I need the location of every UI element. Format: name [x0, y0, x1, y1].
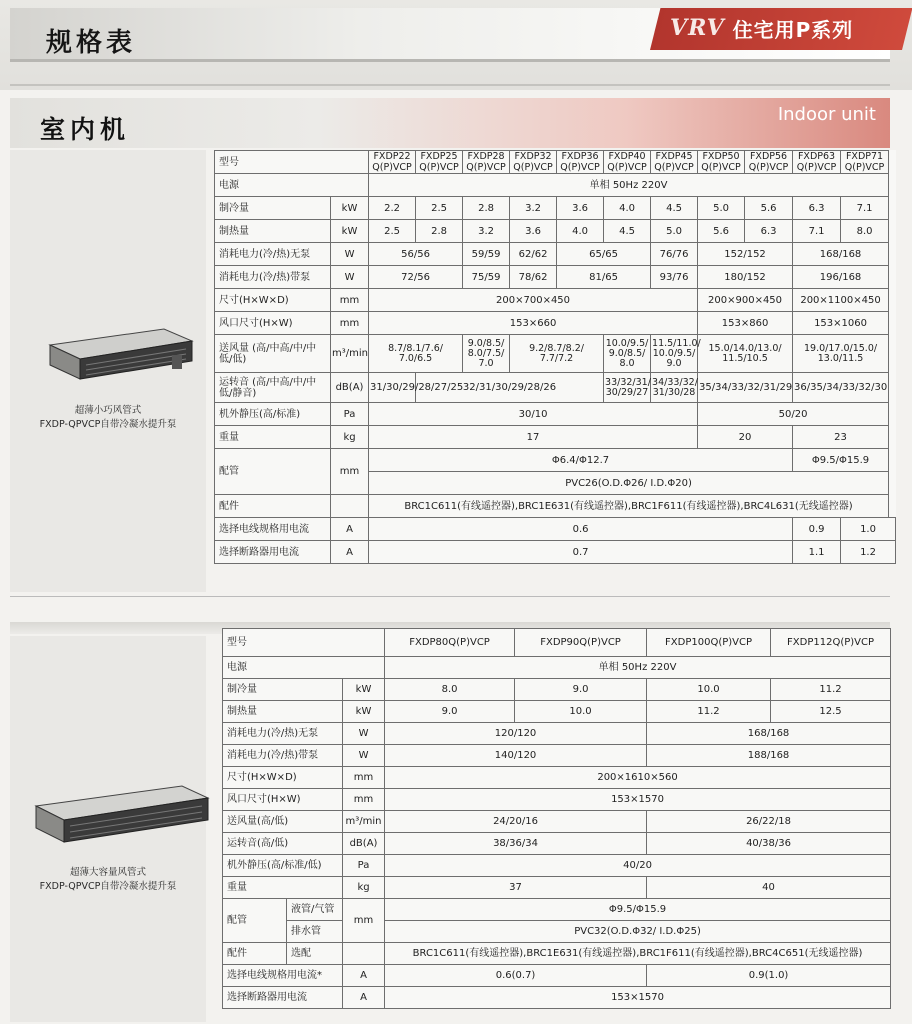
table-cell: FXDP63 Q(P)VCP — [793, 151, 841, 174]
table-cell: 40 — [647, 877, 891, 899]
table-cell: 180/152 — [698, 266, 793, 289]
vrv-logo: VRV — [670, 15, 725, 41]
row-label: 配管 — [223, 899, 287, 943]
table-row — [223, 723, 891, 745]
table-cell: 3.2 — [510, 197, 557, 220]
table-row — [215, 151, 896, 174]
table-row — [223, 811, 891, 833]
table-cell: PVC26(O.D.Φ26/ I.D.Φ20) — [369, 472, 889, 495]
table-cell: 19.0/17.0/15.0/ 13.0/11.5 — [793, 335, 889, 373]
table-cell: FXDP25 Q(P)VCP — [416, 151, 463, 174]
product-caption-2 — [10, 866, 206, 894]
row-label: 电源 — [223, 657, 385, 679]
table-row — [223, 701, 891, 723]
table-cell: kW — [331, 220, 369, 243]
table-row — [223, 657, 891, 679]
row-label: 送风量(高/低) — [223, 811, 343, 833]
table-row — [215, 335, 896, 373]
series-name: 住宅用P系列 — [732, 17, 854, 42]
table-row — [223, 767, 891, 789]
table-cell: 188/168 — [647, 745, 891, 767]
row-label: 配管 — [215, 449, 331, 495]
table-cell: 15.0/14.0/13.0/ 11.5/10.5 — [698, 335, 793, 373]
table-cell: FXDP71 Q(P)VCP — [841, 151, 889, 174]
table-cell: m³/min — [343, 811, 385, 833]
product-panel-1 — [10, 150, 206, 592]
table-cell: 8.0 — [841, 220, 889, 243]
table-cell: W — [331, 266, 369, 289]
table-cell: mm — [331, 449, 369, 495]
table-row — [223, 745, 891, 767]
row-label: 选择电线规格用电流* — [223, 965, 343, 987]
row-label: 制热量 — [223, 701, 343, 723]
table-cell: 200×1100×450 — [793, 289, 889, 312]
table-cell: 12.5 — [771, 701, 891, 723]
table-cell: 168/168 — [793, 243, 889, 266]
table-cell — [331, 495, 369, 518]
table-cell: 5.0 — [698, 197, 745, 220]
duct-unit-image — [32, 782, 212, 848]
table-cell: mm — [343, 767, 385, 789]
table-cell: FXDP112Q(P)VCP — [771, 629, 891, 657]
table-cell: 选配 — [287, 943, 343, 965]
table-cell: FXDP90Q(P)VCP — [515, 629, 647, 657]
table-cell: mm — [331, 289, 369, 312]
table-row — [223, 877, 891, 899]
table-cell: 3.6 — [510, 220, 557, 243]
table-cell: Pa — [343, 855, 385, 877]
row-label: 风口尺寸(H×W) — [215, 312, 331, 335]
table-cell: 30/10 — [369, 403, 698, 426]
row-label: 型号 — [223, 629, 385, 657]
table-cell: FXDP45 Q(P)VCP — [651, 151, 698, 174]
row-label: 制热量 — [215, 220, 331, 243]
table-cell: 4.5 — [604, 220, 651, 243]
table-cell: 200×900×450 — [698, 289, 793, 312]
table-cell: W — [343, 745, 385, 767]
section-subtitle: Indoor unit — [777, 104, 876, 125]
table-row — [215, 174, 896, 197]
table-cell: 10.0 — [647, 679, 771, 701]
table-row — [215, 289, 896, 312]
table-cell: 6.3 — [745, 220, 793, 243]
table-row — [223, 679, 891, 701]
table-cell: FXDP32 Q(P)VCP — [510, 151, 557, 174]
title-bar — [10, 8, 890, 62]
table-cell: mm — [331, 312, 369, 335]
spec-table-1 — [214, 150, 896, 564]
table-cell: 65/65 — [557, 243, 651, 266]
product-name: 超薄小巧风管式 — [74, 405, 142, 416]
table-cell: kW — [343, 679, 385, 701]
table-row — [215, 518, 896, 541]
row-label: 送风量 (高/中高/中/中低/低) — [215, 335, 331, 373]
table-cell: 81/65 — [557, 266, 651, 289]
table-cell: 10.0/9.5/ 9.0/8.5/ 8.0 — [604, 335, 651, 373]
table-cell: 35/34/33/32/31/29 — [698, 373, 793, 403]
table-row — [215, 197, 896, 220]
product-name: 超薄大容量风管式 — [69, 867, 146, 878]
table-cell: 34/33/32/ 31/30/28 — [651, 373, 698, 403]
row-label: 制冷量 — [223, 679, 343, 701]
table-cell: 0.7 — [369, 541, 793, 564]
table-cell: 31/30/29/28/27/25 — [369, 373, 416, 403]
table-cell: 4.0 — [557, 220, 604, 243]
table-cell: mm — [343, 789, 385, 811]
table-cell: 9.2/8.7/8.2/ 7.7/7.2 — [510, 335, 604, 373]
spec-table-2 — [222, 628, 891, 1009]
table-cell: 6.3 — [793, 197, 841, 220]
table-cell: 2.5 — [416, 197, 463, 220]
table-cell: A — [331, 518, 369, 541]
table-cell: 4.0 — [604, 197, 651, 220]
table-cell: FXDP40 Q(P)VCP — [604, 151, 651, 174]
table-cell: kg — [331, 426, 369, 449]
table-cell: 5.0 — [651, 220, 698, 243]
table-cell: FXDP56 Q(P)VCP — [745, 151, 793, 174]
row-label: 尺寸(H×W×D) — [215, 289, 331, 312]
row-label: 重量 — [215, 426, 331, 449]
table-row — [223, 855, 891, 877]
table-cell: 2.5 — [369, 220, 416, 243]
table-cell: 36/35/34/33/32/30 — [793, 373, 889, 403]
table-row — [223, 629, 891, 657]
table-cell: 26/22/18 — [647, 811, 891, 833]
table-cell: kW — [331, 197, 369, 220]
table-cell: 1.0 — [841, 518, 896, 541]
table-cell: 17 — [369, 426, 698, 449]
table-cell: BRC1C611(有线遥控器),BRC1E631(有线遥控器),BRC1F611(有线遥控器),BRC4L631(无线遥控器) — [369, 495, 889, 518]
product-panel-2 — [10, 636, 206, 1022]
row-label: 机外静压(高/标准/低) — [223, 855, 343, 877]
section-heading — [10, 98, 890, 148]
table-cell: 7.1 — [841, 197, 889, 220]
table-cell: 62/62 — [510, 243, 557, 266]
table-cell: 40/20 — [385, 855, 891, 877]
table-row — [223, 987, 891, 1009]
product-model-note: FXDP-QPVCP自带冷凝水提升泵 — [39, 419, 177, 430]
table-cell: 37 — [385, 877, 647, 899]
table-cell: 153×660 — [369, 312, 698, 335]
table-cell: 0.9(1.0) — [647, 965, 891, 987]
table-cell: 23 — [793, 426, 889, 449]
table-cell: FXDP36 Q(P)VCP — [557, 151, 604, 174]
table-row — [223, 899, 891, 921]
table-cell: kW — [343, 701, 385, 723]
table-cell: Φ9.5/Φ15.9 — [385, 899, 891, 921]
table-cell: 9.0 — [385, 701, 515, 723]
table-row — [223, 965, 891, 987]
table-cell: 0.6 — [369, 518, 793, 541]
duct-unit-image — [46, 325, 196, 383]
table-cell: A — [343, 987, 385, 1009]
table-cell: dB(A) — [331, 373, 369, 403]
table-cell: mm — [343, 899, 385, 943]
row-label: 消耗电力(冷/热)无泵 — [223, 723, 343, 745]
row-label: 运转音 (高/中高/中/中低/静音) — [215, 373, 331, 403]
table-cell: 8.0 — [385, 679, 515, 701]
table-cell: BRC1C611(有线遥控器),BRC1E631(有线遥控器),BRC1F611(有线遥控器),BRC4C651(无线遥控器) — [385, 943, 891, 965]
table-cell: 1.2 — [841, 541, 896, 564]
series-label — [670, 12, 853, 44]
table-cell: m³/min — [331, 335, 369, 373]
row-label: 选择断路器用电流 — [215, 541, 331, 564]
table-cell: 0.9 — [793, 518, 841, 541]
table-cell: PVC32(O.D.Φ32/ I.D.Φ25) — [385, 921, 891, 943]
table-cell: 8.7/8.1/7.6/ 7.0/6.5 — [369, 335, 463, 373]
table-cell: 4.5 — [651, 197, 698, 220]
table-cell: 7.1 — [793, 220, 841, 243]
table-row — [223, 833, 891, 855]
row-label: 消耗电力(冷/热)带泵 — [223, 745, 343, 767]
table-cell: 3.2 — [463, 220, 510, 243]
table-row — [215, 403, 896, 426]
table-cell: 153×1570 — [385, 789, 891, 811]
row-label: 消耗电力(冷/热)带泵 — [215, 266, 331, 289]
row-label: 尺寸(H×W×D) — [223, 767, 343, 789]
table-cell: 5.6 — [745, 197, 793, 220]
table-cell: 单相 50Hz 220V — [385, 657, 891, 679]
row-label: 配件 — [223, 943, 287, 965]
product-model-note: FXDP-QPVCP自带冷凝水提升泵 — [39, 881, 177, 892]
row-label: 排水管 — [287, 921, 343, 943]
table-row — [215, 426, 896, 449]
table-cell: 75/59 — [463, 266, 510, 289]
table-cell: 11.2 — [647, 701, 771, 723]
table-cell: 168/168 — [647, 723, 891, 745]
row-label: 制冷量 — [215, 197, 331, 220]
table-cell: 152/152 — [698, 243, 793, 266]
table-cell: 2.8 — [463, 197, 510, 220]
table-cell: 9.0/8.5/ 8.0/7.5/ 7.0 — [463, 335, 510, 373]
table-cell: A — [331, 541, 369, 564]
product-caption-1 — [10, 404, 206, 432]
table-cell: 40/38/36 — [647, 833, 891, 855]
table-cell: 153×1570 — [385, 987, 891, 1009]
table-cell: W — [343, 723, 385, 745]
table-cell: 2.2 — [369, 197, 416, 220]
table-cell: FXDP22 Q(P)VCP — [369, 151, 416, 174]
table-cell: 72/56 — [369, 266, 463, 289]
table-cell: 1.1 — [793, 541, 841, 564]
table-cell: 38/36/34 — [385, 833, 647, 855]
table-cell: 78/62 — [510, 266, 557, 289]
section-divider — [10, 596, 890, 597]
table-cell: 200×1610×560 — [385, 767, 891, 789]
row-label: 配件 — [215, 495, 331, 518]
table-cell: W — [331, 243, 369, 266]
header-divider — [10, 84, 890, 86]
table-cell: 93/76 — [651, 266, 698, 289]
table-cell: 50/20 — [698, 403, 889, 426]
table-cell: FXDP50 Q(P)VCP — [698, 151, 745, 174]
section-title: 室内机 — [40, 115, 131, 144]
table-cell: FXDP28 Q(P)VCP — [463, 151, 510, 174]
table-cell: 140/120 — [385, 745, 647, 767]
row-label: 消耗电力(冷/热)无泵 — [215, 243, 331, 266]
table-cell: dB(A) — [343, 833, 385, 855]
page-title: 规格表 — [46, 28, 137, 58]
table-row — [223, 921, 891, 943]
table-cell: 9.0 — [515, 679, 647, 701]
table-cell: 3.6 — [557, 197, 604, 220]
row-label: 重量 — [223, 877, 343, 899]
row-label: 风口尺寸(H×W) — [223, 789, 343, 811]
table-cell: 33/32/31/ 30/29/27 — [604, 373, 651, 403]
table-cell: 32/31/30/29/28/26 — [416, 373, 604, 403]
table-row — [215, 373, 896, 403]
table-row — [215, 266, 896, 289]
table-cell: 153×1060 — [793, 312, 889, 335]
row-label: 型号 — [215, 151, 369, 174]
table-cell: 20 — [698, 426, 793, 449]
table-row — [215, 243, 896, 266]
table-cell: FXDP80Q(P)VCP — [385, 629, 515, 657]
table-cell: 2.8 — [416, 220, 463, 243]
table-cell: 11.2 — [771, 679, 891, 701]
table-row — [215, 220, 896, 243]
table-cell: A — [343, 965, 385, 987]
table-cell: 196/168 — [793, 266, 889, 289]
table-cell: 10.0 — [515, 701, 647, 723]
row-label: 电源 — [215, 174, 369, 197]
table-cell: 76/76 — [651, 243, 698, 266]
table-cell — [343, 943, 385, 965]
table-cell: 0.6(0.7) — [385, 965, 647, 987]
table-cell: 24/20/16 — [385, 811, 647, 833]
table-row — [215, 312, 896, 335]
row-label: 选择断路器用电流 — [223, 987, 343, 1009]
row-label: 运转音(高/低) — [223, 833, 343, 855]
table-cell: Φ9.5/Φ15.9 — [793, 449, 889, 472]
table-cell: 单相 50Hz 220V — [369, 174, 889, 197]
table-row — [223, 943, 891, 965]
table-cell: kg — [343, 877, 385, 899]
table-cell: 56/56 — [369, 243, 463, 266]
row-label: 选择电线规格用电流 — [215, 518, 331, 541]
table-cell: 200×700×450 — [369, 289, 698, 312]
table-row — [215, 541, 896, 564]
row-label: 机外静压(高/标准) — [215, 403, 331, 426]
table-row — [215, 495, 896, 518]
table-cell: 液管/气管 — [287, 899, 343, 921]
table-row — [215, 449, 896, 472]
table-cell: 5.6 — [698, 220, 745, 243]
table-cell: 59/59 — [463, 243, 510, 266]
table-cell: Pa — [331, 403, 369, 426]
table-row — [223, 789, 891, 811]
table-cell: 120/120 — [385, 723, 647, 745]
table-cell: 11.5/11.0/ 10.0/9.5/ 9.0 — [651, 335, 698, 373]
table-cell: FXDP100Q(P)VCP — [647, 629, 771, 657]
table-cell: 153×860 — [698, 312, 793, 335]
table-cell: Φ6.4/Φ12.7 — [369, 449, 793, 472]
